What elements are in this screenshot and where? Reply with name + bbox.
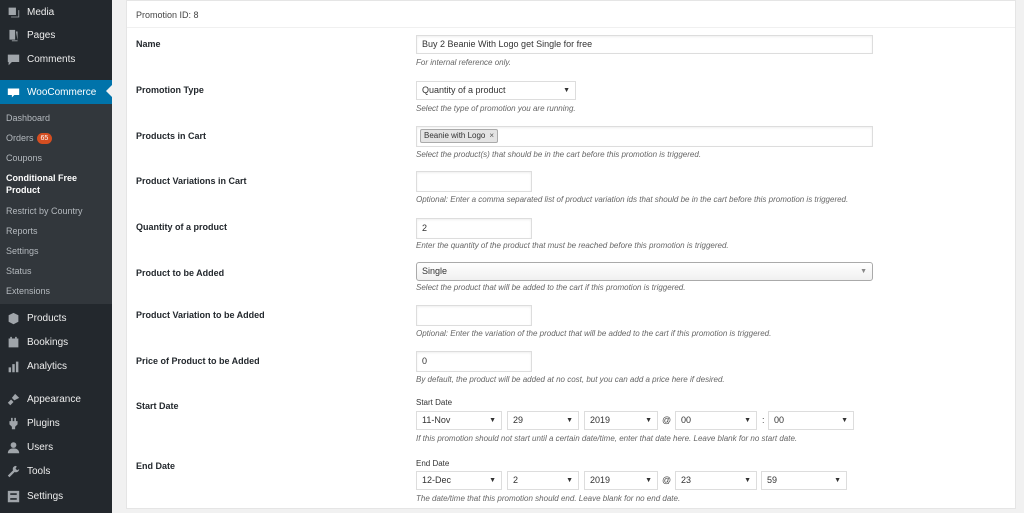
end-year-value: 2019 xyxy=(590,475,611,485)
menu-label: Users xyxy=(27,441,54,453)
tools-icon xyxy=(6,464,20,478)
colon-separator: : xyxy=(762,415,765,425)
menu-item-comments[interactable] xyxy=(0,47,112,71)
menu-item-woocommerce[interactable] xyxy=(0,80,112,104)
chevron-down-icon: ▼ xyxy=(563,87,570,94)
product-variations-in-cart-input[interactable] xyxy=(416,171,532,192)
product-to-add-select[interactable] xyxy=(416,262,873,281)
pages-icon xyxy=(6,28,20,42)
menu-label: Appearance xyxy=(27,393,81,405)
end-date-description: The date/time that this promotion should end. Leave blank for no end date. xyxy=(416,494,681,503)
product-variations-in-cart-description: Optional: Enter a comma separated list of product variation ids that should be in the cart before this promotion is triggered. xyxy=(416,195,849,204)
menu-label: Comments xyxy=(27,53,76,65)
end-minute-select[interactable] xyxy=(761,471,847,490)
price-description: By default, the product will be added at no cost, but you can add a price here if desired. xyxy=(416,375,725,384)
chevron-down-icon: ▼ xyxy=(744,417,751,424)
users-icon xyxy=(6,440,20,454)
menu-label: Tools xyxy=(27,465,51,477)
product-to-add-label: Product to be Added xyxy=(136,268,225,278)
product-to-add-description: Select the product that will be added to the cart if this promotion is triggered. xyxy=(416,283,686,292)
submenu-item-coupons[interactable]: Coupons xyxy=(6,153,43,163)
products-in-cart-field[interactable] xyxy=(416,126,873,147)
woocommerce-icon xyxy=(6,85,20,99)
media-icon xyxy=(6,5,20,19)
submenu-item-dashboard[interactable]: Dashboard xyxy=(6,113,51,123)
chevron-down-icon: ▼ xyxy=(860,268,867,275)
promotion-type-description: Select the type of promotion you are running. xyxy=(416,104,576,113)
start-minute-select[interactable] xyxy=(768,411,854,430)
end-hour-select[interactable] xyxy=(675,471,757,490)
menu-item-tools[interactable] xyxy=(0,459,112,483)
end-date-sublabel: End Date xyxy=(416,459,450,468)
submenu-item-restrict-by-country[interactable]: Restrict by Country xyxy=(6,206,83,216)
name-description: For internal reference only. xyxy=(416,58,512,67)
menu-label: Plugins xyxy=(27,417,60,429)
start-year-value: 2019 xyxy=(590,415,611,425)
chevron-down-icon: ▼ xyxy=(841,417,848,424)
product-variation-to-add-input[interactable] xyxy=(416,305,532,326)
chevron-down-icon: ▼ xyxy=(645,477,652,484)
comments-icon xyxy=(6,52,20,66)
promotion-type-value: Quantity of a product xyxy=(422,85,506,95)
menu-label: Pages xyxy=(27,29,56,41)
remove-tag-icon[interactable]: × xyxy=(489,131,495,140)
end-year-select[interactable] xyxy=(584,471,658,490)
at-separator: @ xyxy=(662,415,672,425)
submenu-item-status[interactable]: Status xyxy=(6,266,32,276)
price-label: Price of Product to be Added xyxy=(136,356,260,366)
orders-count-badge: 65 xyxy=(37,133,53,144)
promotion-type-select[interactable] xyxy=(416,81,576,100)
menu-label: Analytics xyxy=(27,360,68,372)
product-to-add-value: Single xyxy=(422,266,448,276)
woocommerce-submenu xyxy=(0,104,112,304)
start-hour-value: 00 xyxy=(681,415,692,425)
chevron-down-icon: ▼ xyxy=(489,477,496,484)
product-tag-label: Beanie with Logo xyxy=(424,131,486,140)
promotion-type-label: Promotion Type xyxy=(136,85,204,95)
chevron-down-icon: ▼ xyxy=(744,477,751,484)
end-minute-value: 59 xyxy=(767,475,778,485)
start-day-select[interactable] xyxy=(507,411,579,430)
menu-label: WooCommerce xyxy=(27,86,97,98)
analytics-icon xyxy=(6,359,20,373)
submenu-item-label: Orders xyxy=(6,133,34,143)
price-input[interactable]: 0 xyxy=(416,351,532,372)
plugins-icon xyxy=(6,416,20,430)
at-separator: @ xyxy=(662,475,672,485)
menu-item-plugins[interactable] xyxy=(0,411,112,435)
promotion-id: Promotion ID: 8 xyxy=(136,10,199,20)
menu-label: Products xyxy=(27,312,67,324)
start-year-select[interactable] xyxy=(584,411,658,430)
start-date-sublabel: Start Date xyxy=(416,398,453,407)
menu-item-analytics[interactable] xyxy=(0,354,112,378)
products-in-cart-description: Select the product(s) that should be in the cart before this promotion is triggered. xyxy=(416,150,702,159)
product-variation-to-add-label: Product Variation to be Added xyxy=(136,310,265,320)
name-input[interactable]: Buy 2 Beanie With Logo get Single for free xyxy=(416,35,873,54)
quantity-description: Enter the quantity of the product that must be reached before this promotion is triggered. xyxy=(416,241,729,250)
menu-item-products[interactable] xyxy=(0,306,112,330)
menu-item-settings[interactable] xyxy=(0,484,112,508)
chevron-down-icon: ▼ xyxy=(566,417,573,424)
promotion-form-panel xyxy=(126,0,1016,509)
start-month-value: 11-Nov xyxy=(422,415,451,425)
end-day-select[interactable] xyxy=(507,471,579,490)
admin-sidebar xyxy=(0,0,112,513)
menu-item-media[interactable] xyxy=(0,0,112,24)
bookings-icon xyxy=(6,335,20,349)
end-date-label: End Date xyxy=(136,461,176,471)
name-label: Name xyxy=(136,39,161,49)
products-icon xyxy=(6,311,20,325)
end-hour-value: 23 xyxy=(681,475,692,485)
start-minute-value: 00 xyxy=(774,415,785,425)
quantity-label: Quantity of a product xyxy=(136,222,227,232)
menu-item-users[interactable] xyxy=(0,435,112,459)
menu-label: Settings xyxy=(27,490,64,502)
chevron-down-icon: ▼ xyxy=(489,417,496,424)
submenu-item-conditional-free-product[interactable]: Conditional Free Product xyxy=(6,173,78,195)
end-month-value: 12-Dec xyxy=(422,475,452,485)
menu-item-appearance[interactable] xyxy=(0,387,112,411)
quantity-input[interactable]: 2 xyxy=(416,218,532,239)
submenu-item-settings[interactable]: Settings xyxy=(6,246,39,256)
menu-label: Bookings xyxy=(27,336,69,348)
start-date-description: If this promotion should not start until a certain date/time, enter that date here. Leave blank for no start date. xyxy=(416,434,798,443)
product-variation-to-add-description: Optional: Enter the variation of the product that will be added to the cart if this promotion is triggered. xyxy=(416,329,772,338)
start-month-select[interactable] xyxy=(416,411,502,430)
chevron-down-icon: ▼ xyxy=(834,477,841,484)
products-in-cart-label: Products in Cart xyxy=(136,131,207,141)
submenu-item-extensions[interactable]: Extensions xyxy=(6,286,51,296)
submenu-item-reports[interactable]: Reports xyxy=(6,226,38,236)
divider xyxy=(127,27,1015,28)
submenu-item-orders[interactable] xyxy=(6,132,52,144)
settings-icon xyxy=(6,489,20,503)
menu-item-bookings[interactable] xyxy=(0,330,112,354)
product-variations-in-cart-label: Product Variations in Cart xyxy=(136,176,247,186)
start-date-label: Start Date xyxy=(136,401,179,411)
product-tag xyxy=(420,129,498,143)
menu-label: Media xyxy=(27,6,55,18)
appearance-icon xyxy=(6,392,20,406)
chevron-down-icon: ▼ xyxy=(566,477,573,484)
end-month-select[interactable] xyxy=(416,471,502,490)
menu-item-pages[interactable] xyxy=(0,23,112,47)
end-day-value: 2 xyxy=(513,475,519,485)
chevron-down-icon: ▼ xyxy=(645,417,652,424)
start-day-value: 29 xyxy=(513,415,524,425)
active-menu-arrow xyxy=(106,85,112,97)
start-hour-select[interactable] xyxy=(675,411,757,430)
